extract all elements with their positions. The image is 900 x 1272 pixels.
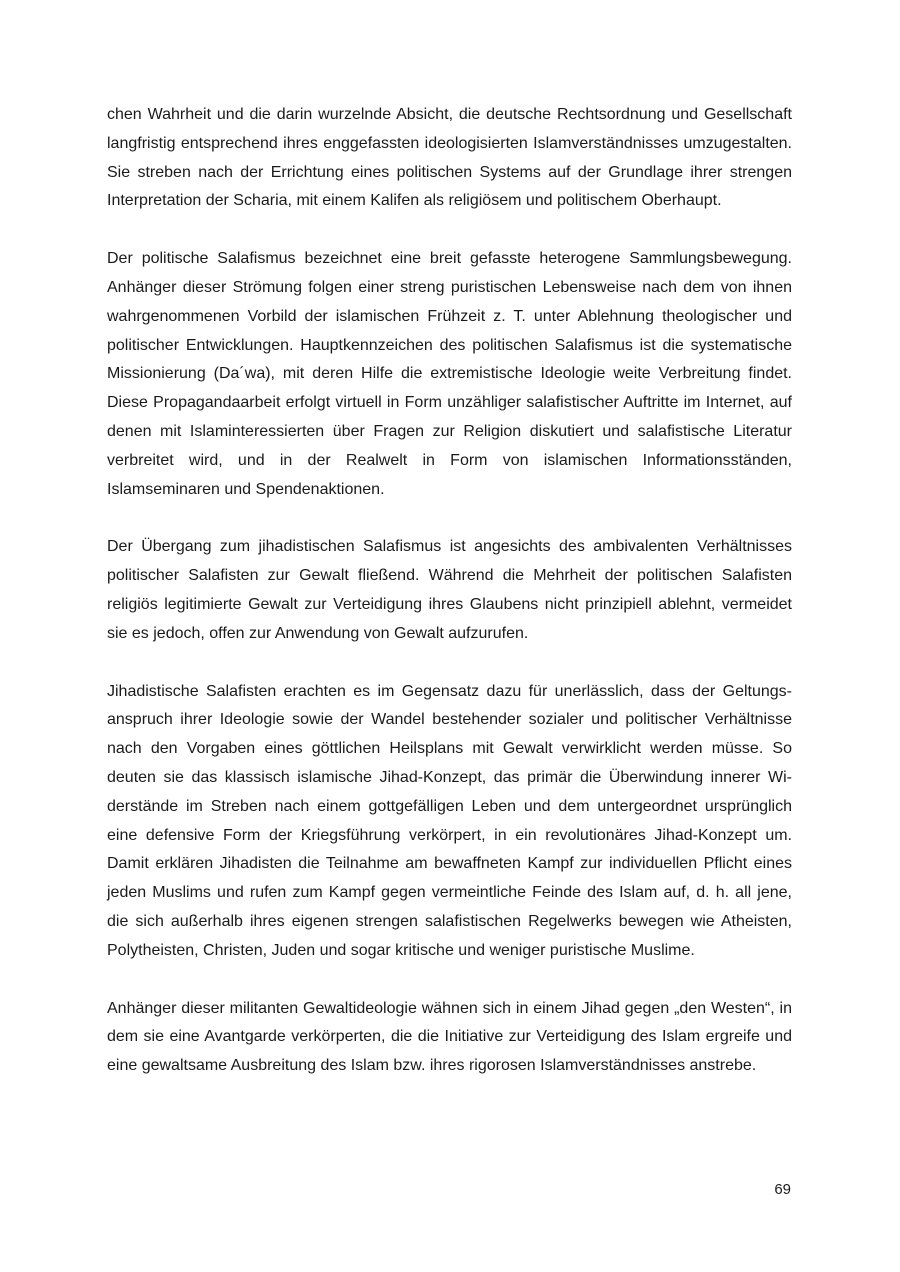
body-text	[107, 101, 792, 1110]
page-number: 69	[774, 1181, 791, 1198]
paragraph-1: chen Wahrheit und die darin wurzelnde Absicht, die deutsche Rechtsordnung und Gesellschaft langfristig entsprechend ihres enggefassten ideologisierten Islamverständnisses umzugestalten. Sie streben nach der Errichtung eines politischen Systems auf der Grundlage ihrer strengen Interpretation der Scharia, mit einem Kalifen als religiösem und politischem Oberhaupt.	[107, 106, 792, 210]
paragraph-4: Jihadistische Salafisten erachten es im Gegensatz dazu für unerlässlich, dass der Geltungsanspruch ihrer Ideologie sowie der Wandel bestehender sozialer und politischer Verhältnisse nach den Vorgaben eines göttlichen Heilsplans mit Gewalt verwirklicht werden müsse. So deuten sie das klassisch islamische Jihad-Konzept, das primär die Überwindung innerer Widerstände im Streben nach einem gottgefälligen Leben und dem untergeordnet ursprünglich eine defensive Form der Kriegsführung verkörpert, in ein revolutionäres Jihad-Konzept um. Damit erklären Jihadisten die Teilnahme am bewaffneten Kampf zur individuellen Pflicht eines jeden Muslims und rufen zum Kampf gegen vermeintliche Feinde des Islam auf, d. h. all jene, die sich außerhalb ihres eigenen strengen salafistischen Regelwerks bewegen wie Atheisten, Polytheisten, Christen, Juden und sogar kritische und weniger puristische Muslime.	[107, 682, 792, 959]
paragraph-3: Der Übergang zum jihadistischen Salafismus ist angesichts des ambivalenten Verhältnisses politischer Salafisten zur Gewalt fließend. Während die Mehrheit der politischen Salafisten religiös legitimierte Gewalt zur Verteidigung ihres Glaubens nicht prinzipiell ablehnt, vermeidet sie es jedoch, offen zur Anwendung von Gewalt aufzurufen.	[107, 538, 792, 642]
paragraph-2: Der politische Salafismus bezeichnet eine breit gefasste heterogene Sammlungsbewegung. Anhänger dieser Strömung folgen einer streng puristischen Lebensweise nach dem von ihnen wahrgenommenen Vorbild der islamischen Frühzeit z. T. unter Ablehnung theologischer und politischer Entwicklungen. Hauptkennzeichen des politischen Salafismus ist die systematische Missionierung (Da´wa), mit deren Hilfe die extremistische Ideologie weite Verbreitung findet. Diese Propagandaarbeit erfolgt virtuell in Form unzähliger salafistischer Auftritte im Internet, auf denen mit Islaminteressierten über Fragen zur Religion diskutiert und salafistische Literatur verbreitet wird, und in der Realwelt in Form von islamischen Informationsständen, Islamseminaren und Spendenaktionen.	[107, 250, 792, 498]
paragraph-5: Anhänger dieser militanten Gewaltideologie wähnen sich in einem Jihad gegen „den Westen“, in dem sie eine Avantgarde verkörperten, die die Initiative zur Verteidigung des Islam ergreife und eine gewaltsame Ausbreitung des Islam bzw. ihres rigorosen Islamverständnisses anstrebe.	[107, 999, 792, 1075]
